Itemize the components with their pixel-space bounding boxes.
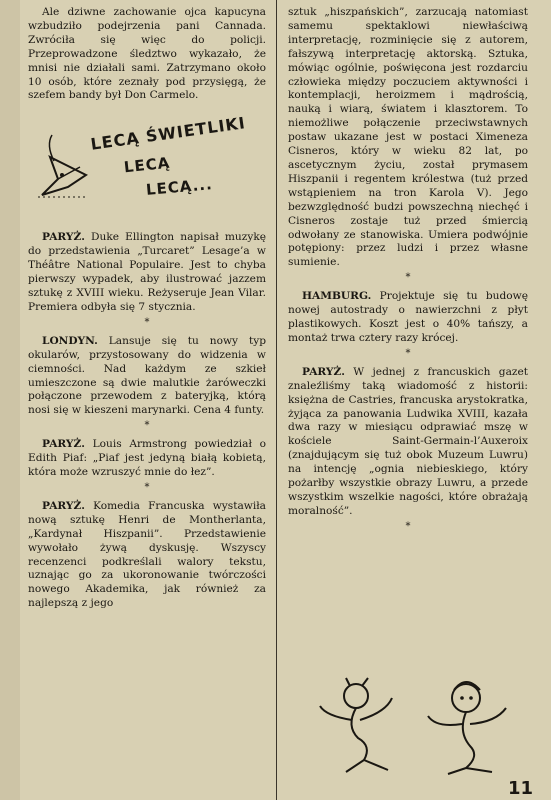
- item-city: PARYŻ.: [302, 365, 345, 378]
- separator-star: *: [405, 520, 411, 532]
- page-margin: [0, 0, 20, 800]
- separator-star: *: [405, 347, 411, 359]
- handwritten-line-1: LECĄ ŚWIETLIKI: [89, 113, 247, 155]
- separator-star: *: [144, 481, 150, 493]
- news-item-paris-castries: [288, 366, 528, 519]
- item-city: LONDYN.: [42, 334, 98, 347]
- news-item-hamburg-highway: [288, 290, 528, 346]
- continuation-paragraph: sztuk „hiszpańskich”, zarzucają natomiast samemu spektaklowi niewłaściwą interpretację, rozminięcie się z autorem, fałszywą interpretację aktorską. Sztuka, mówiąc ogólnie, poświęcona jest rozdarciu człowieka między poczuciem aktywności i kontemplacji, heroizmem i mądrością, nauką i wiarą, światem i klasztorem. To niemożliwe połączenie przeciwstawnych postaw ukazane jest w postaci Ximeneza Cisneros, który w wieku 82 lat, po ascetycznym życiu, został prymasem Hiszpanii i regentem królestwa (tuż przed wstąpieniem na tron Karola V). Jego bezwzględność budzi powszechną niechęć i Cisneros zostaje tuż przed śmiercią odwołany ze stanowiska. Umiera podwójnie potępiony: przez ludzi i przez własne sumienie.: [288, 6, 528, 269]
- news-item-paris-comedie: [28, 500, 266, 611]
- cartoon-figures-drawing: [316, 676, 516, 776]
- item-city: HAMBURG.: [302, 290, 372, 303]
- item-text: Projektuje się tu budowę nowej autostrady o nawierzchni z płyt plastikowych. Koszt jest o 40% tańszy, a montaż trwa cztery razy krócej.: [288, 290, 528, 344]
- item-text: Louis Armstrong powiedział o Edith Piaf: „Piaf jest jedyną białą kobietą, która może wzruszyć mnie do łez”.: [28, 438, 266, 479]
- separator-star: *: [144, 316, 150, 328]
- item-city: PARYŻ.: [42, 231, 85, 244]
- handwritten-line-2: LECĄ: [123, 153, 172, 177]
- handwritten-line-3: LECĄ...: [145, 175, 214, 200]
- item-text: Komedia Francuska wystawiła nową sztukę Henri de Montherlanta, „Kardynał Hiszpanii”. Przedstawienie wywołało żywą dyskusję. Wszyscy recenzenci podkreślali walory tekstu, uznając go za ukoronowanie twórczości nowego Akademika, jak również za najlepszą z jego: [28, 499, 266, 610]
- news-item-paris-ellington: [28, 231, 266, 314]
- item-text: W jednej z francuskich gazet znaleźliśmy taką wiadomość z historii: księżna de Castries, francuska arystokratka, żyjąca za panowania Ludwika XVIII, kazała dwa razy w miesiącu odprawiać mszę w kościele Saint-Germain-l’Auxeroix (znajdującym się tuż obok Muzeum Luwru) na intencję „ognia niebieskiego, który pożarłby wszystkie obrazy Luwru, a przede wszystkim wszelkie nagości, które obrażają moralność”.: [288, 365, 528, 517]
- column-divider: [276, 0, 277, 800]
- news-item-london-glasses: [28, 335, 266, 418]
- separator-star: *: [405, 272, 411, 284]
- left-column: [28, 6, 266, 611]
- news-item-paris-armstrong: [28, 438, 266, 480]
- fireflies-illustration: [28, 115, 266, 223]
- item-city: PARYŻ.: [42, 499, 85, 512]
- item-city: PARYŻ.: [42, 438, 85, 451]
- separator-star: *: [144, 420, 150, 432]
- intro-paragraph: Ale dziwne zachowanie ojca kapucyna wzbudziło podejrzenia pani Cannada. Zwróciła się więc do policji. Przeprowadzone śledztwo wykazało, że mnisi nie działali sami. Zatrzymano około 10 osób, które zeznały pod przysięgą, że szefem bandy był Don Carmelo.: [28, 6, 266, 102]
- page-number: 11: [508, 778, 534, 799]
- right-column: [288, 6, 528, 539]
- item-text: Duke Ellington napisał muzykę do przedstawienia „Turcaret” Lesage’a w Théâtre National Populaire. Jest to chyba pierwszy wypadek, aby ilustrować jazzem sztukę z XVIII wieku. Reżyseruje Jean Vilar. Premiera odbyła się 7 stycznia.: [28, 231, 267, 313]
- item-text: Lansuje się tu nowy typ okularów, przystosowany do widzenia w ciemności. Nad każdym ze szkieł umieszczone są dwie malutkie żaróweczki połączone przewodem z bateryjką, którą nosi się w kieszeni marynarki. Cena 4 funty.: [28, 334, 266, 417]
